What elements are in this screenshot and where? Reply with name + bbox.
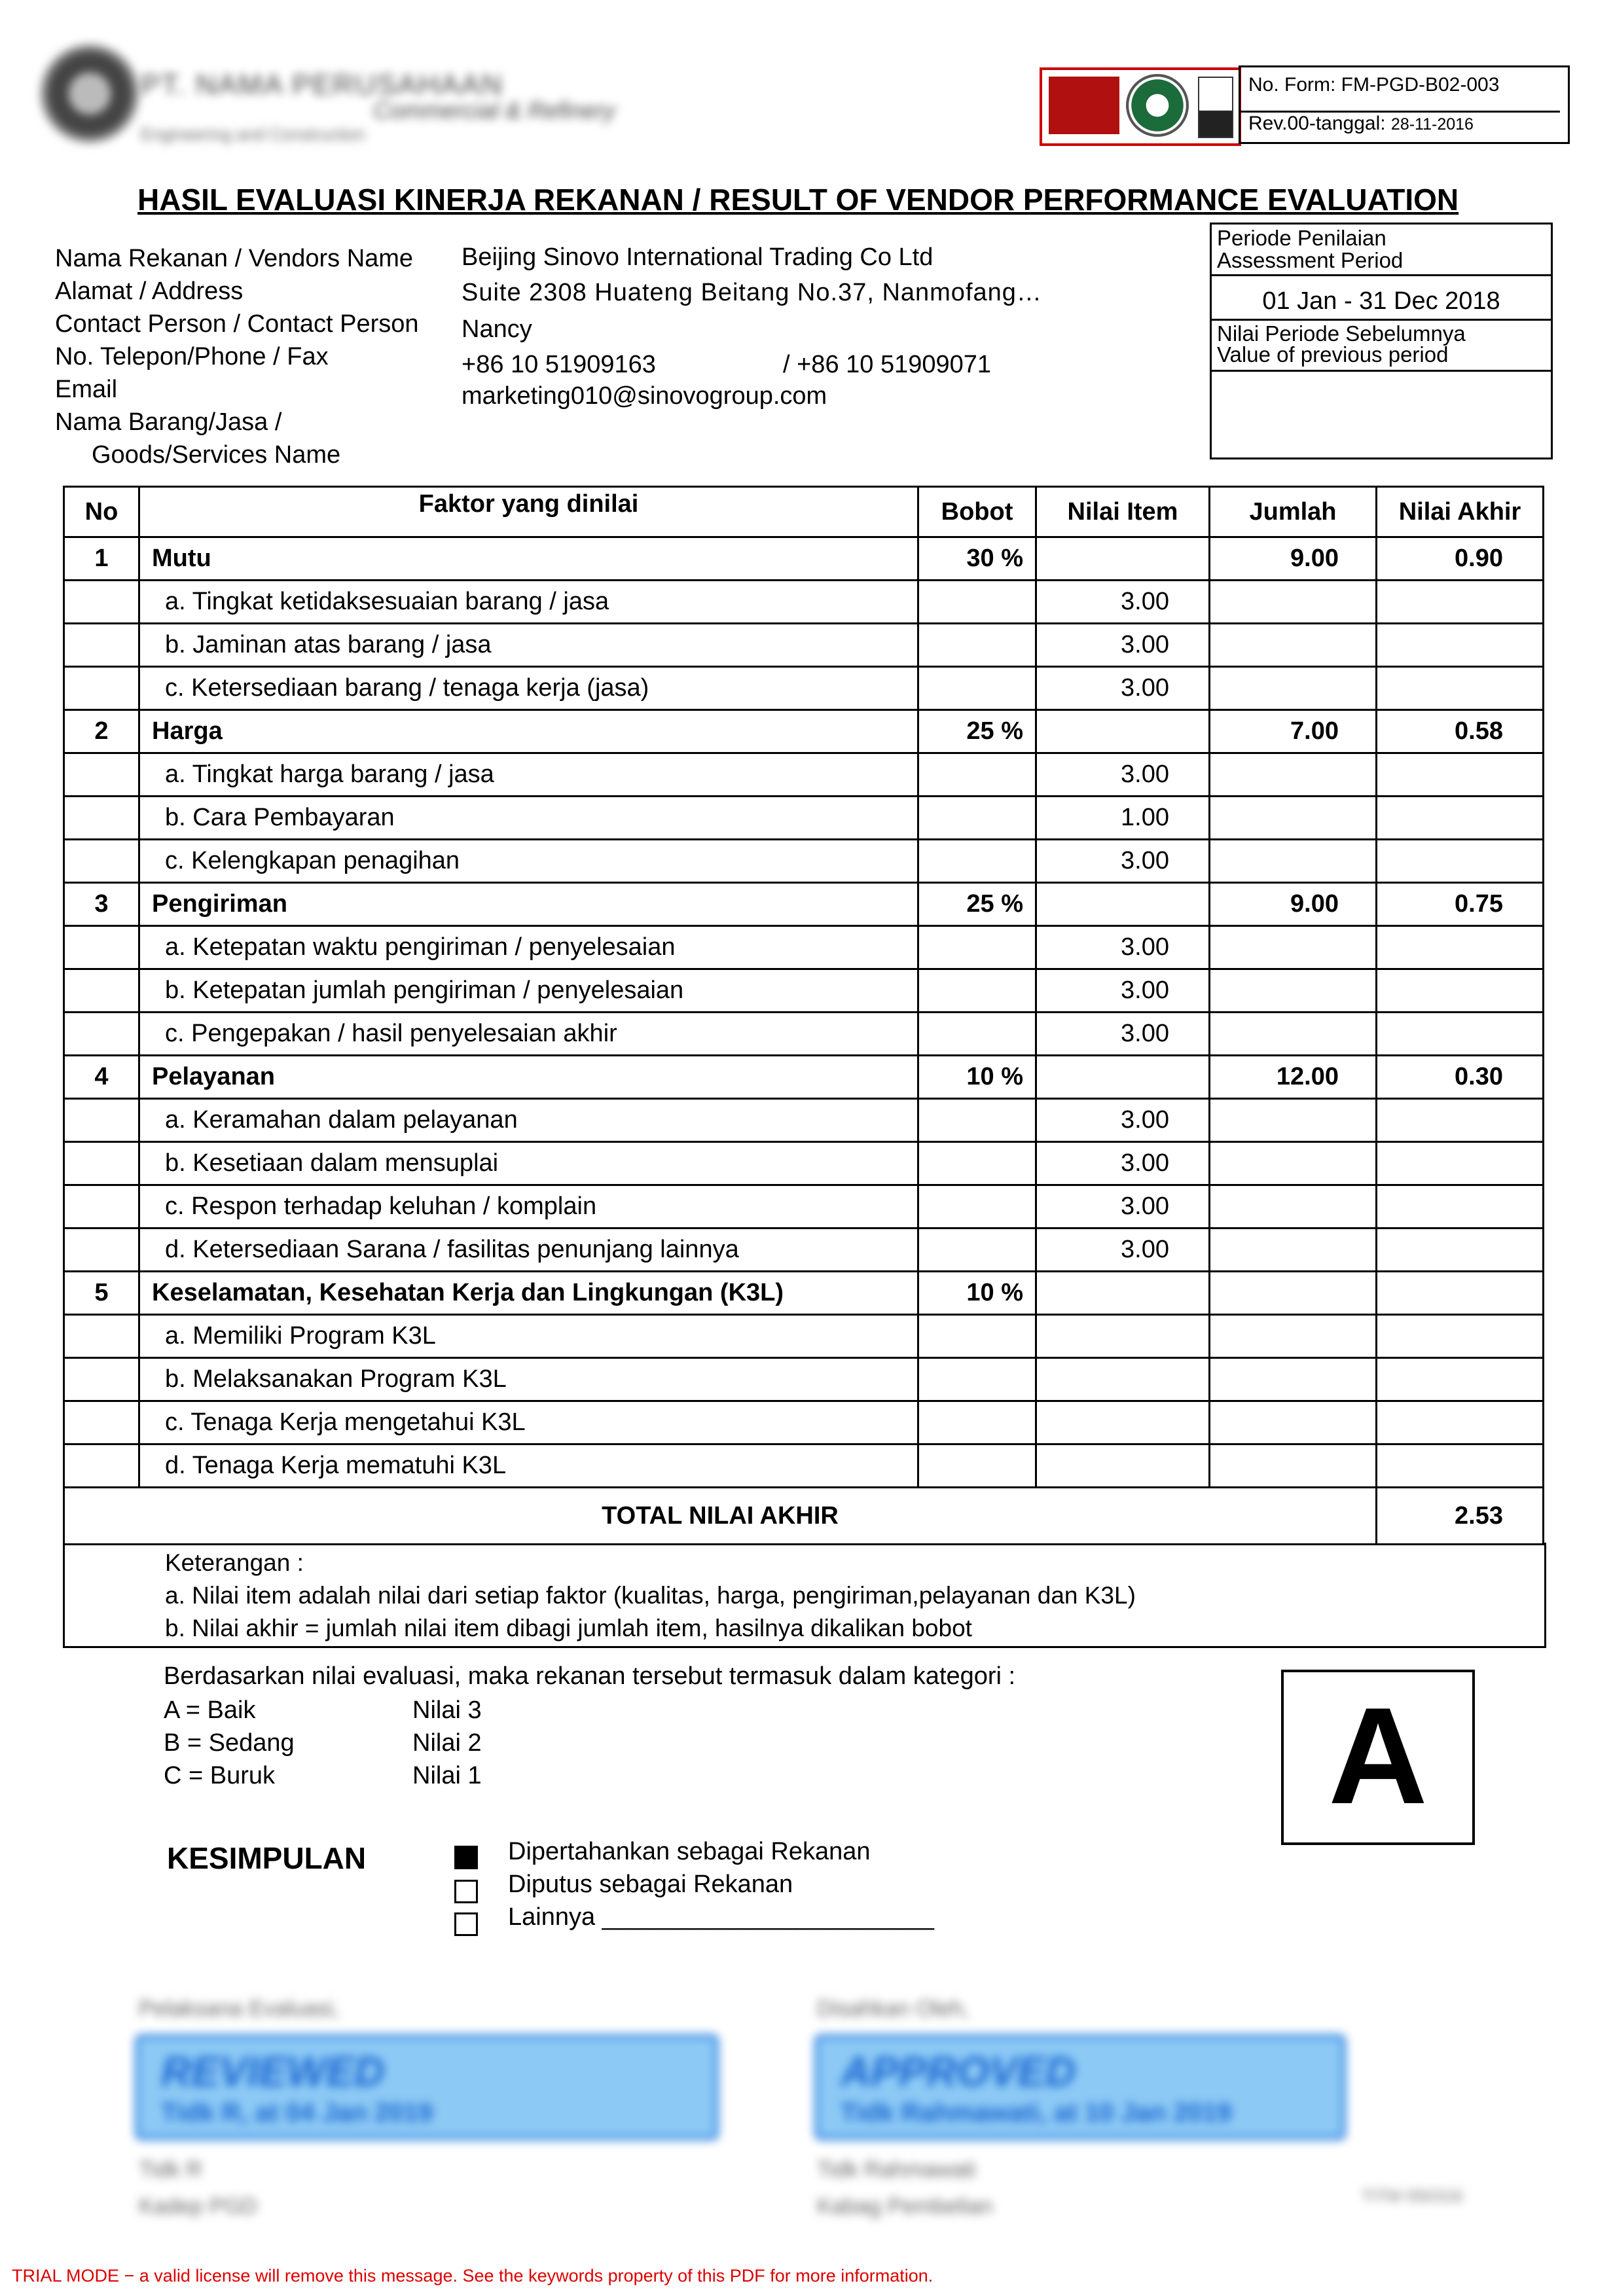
cell-nilai-item bbox=[1036, 1401, 1210, 1444]
cell-jumlah bbox=[1210, 840, 1377, 883]
cell-no bbox=[64, 667, 139, 710]
goods-label-2: Goods/Services Name bbox=[92, 441, 341, 469]
conclusion-title: KESIMPULAN bbox=[167, 1841, 367, 1875]
cell-nilai-akhir: 0.90 bbox=[1377, 537, 1544, 581]
cell-no bbox=[64, 753, 139, 797]
table-row bbox=[64, 926, 1544, 969]
cell-factor: Pelayanan bbox=[139, 1056, 918, 1099]
cell-nilai-akhir bbox=[1377, 1185, 1544, 1229]
cell-nilai-item: 3.00 bbox=[1036, 1229, 1210, 1272]
cell-factor: a. Tingkat ketidaksesuaian barang / jasa bbox=[139, 581, 918, 624]
cell-factor: Harga bbox=[139, 710, 918, 753]
cell-jumlah bbox=[1210, 1358, 1377, 1401]
cell-no bbox=[64, 969, 139, 1013]
logo-line1: PT. NAMA PERUSAHAAN bbox=[141, 69, 503, 101]
cell-no: 1 bbox=[64, 537, 139, 581]
table-row bbox=[64, 1315, 1544, 1358]
cell-factor: a. Tingkat harga barang / jasa bbox=[139, 753, 918, 797]
cell-nilai-akhir bbox=[1377, 753, 1544, 797]
cell-jumlah: 9.00 bbox=[1210, 883, 1377, 926]
cell-jumlah bbox=[1210, 1444, 1377, 1488]
total-label: TOTAL NILAI AKHIR bbox=[64, 1488, 1377, 1545]
cell-bobot bbox=[918, 1444, 1036, 1488]
cell-nilai-item: 3.00 bbox=[1036, 840, 1210, 883]
cell-nilai-item bbox=[1036, 1272, 1210, 1315]
reviewed-stamp: REVIEWED Tidk R, at 04 Jan 2019 bbox=[135, 2034, 719, 2140]
assessment-period-box bbox=[1210, 223, 1553, 459]
cell-bobot bbox=[918, 581, 1036, 624]
cell-bobot: 25 % bbox=[918, 883, 1036, 926]
table-row bbox=[64, 969, 1544, 1013]
cell-jumlah bbox=[1210, 1315, 1377, 1358]
table-row bbox=[64, 797, 1544, 840]
ukas-icon bbox=[1198, 77, 1233, 138]
cell-bobot bbox=[918, 1358, 1036, 1401]
cell-no: 4 bbox=[64, 1056, 139, 1099]
cell-nilai-item: 3.00 bbox=[1036, 969, 1210, 1013]
cell-no bbox=[64, 1444, 139, 1488]
cell-jumlah: 7.00 bbox=[1210, 710, 1377, 753]
cell-factor: a. Keramahan dalam pelayanan bbox=[139, 1099, 918, 1142]
cell-jumlah bbox=[1210, 1142, 1377, 1185]
cell-bobot bbox=[918, 753, 1036, 797]
vendor-address: Suite 2308 Huateng Beitang No.37, Nanmofang… bbox=[462, 279, 1042, 306]
cell-nilai-akhir bbox=[1377, 840, 1544, 883]
criteria-row bbox=[64, 883, 1544, 926]
evaluator-title: Kadep PGD bbox=[139, 2194, 258, 2219]
cell-nilai-akhir bbox=[1377, 1099, 1544, 1142]
cell-bobot bbox=[918, 1142, 1036, 1185]
table-row bbox=[64, 1099, 1544, 1142]
col-header-no: No bbox=[64, 487, 139, 537]
period-label-1: Periode Penilaian bbox=[1217, 226, 1386, 250]
cell-jumlah bbox=[1210, 1229, 1377, 1272]
col-header-nilai-item: Nilai Item bbox=[1036, 487, 1210, 537]
table-row bbox=[64, 1013, 1544, 1056]
cell-bobot bbox=[918, 840, 1036, 883]
notes-title: Keterangan : bbox=[165, 1549, 304, 1576]
grade-box: A bbox=[1281, 1670, 1475, 1845]
cell-jumlah bbox=[1210, 667, 1377, 710]
cell-nilai-akhir bbox=[1377, 1142, 1544, 1185]
category-c-label: C = Buruk bbox=[164, 1762, 276, 1789]
cell-bobot bbox=[918, 797, 1036, 840]
cell-jumlah bbox=[1210, 1099, 1377, 1142]
vendor-name: Beijing Sinovo International Trading Co Ltd bbox=[462, 243, 933, 271]
cell-bobot bbox=[918, 1401, 1036, 1444]
period-label-2: Assessment Period bbox=[1217, 248, 1404, 272]
cell-bobot bbox=[918, 1099, 1036, 1142]
cell-nilai-item bbox=[1036, 710, 1210, 753]
cell-nilai-akhir: 0.30 bbox=[1377, 1056, 1544, 1099]
cell-factor: d. Tenaga Kerja mematuhi K3L bbox=[139, 1444, 918, 1488]
criteria-row bbox=[64, 1056, 1544, 1099]
checkbox-retain[interactable] bbox=[454, 1846, 478, 1869]
table-header-row bbox=[64, 487, 1544, 537]
phone-label: No. Telepon/Phone / Fax bbox=[55, 343, 329, 370]
category-b-label: B = Sedang bbox=[164, 1729, 295, 1757]
col-header-bobot: Bobot bbox=[918, 487, 1036, 537]
cell-nilai-akhir bbox=[1377, 1358, 1544, 1401]
cell-jumlah bbox=[1210, 1401, 1377, 1444]
cell-nilai-akhir: 0.75 bbox=[1377, 883, 1544, 926]
cell-jumlah bbox=[1210, 753, 1377, 797]
table-row bbox=[64, 840, 1544, 883]
trial-mode-footer: TRIAL MODE − a valid license will remove this message. See the keywords property of this PDF for more information. bbox=[12, 2266, 933, 2286]
category-a-label: A = Baik bbox=[164, 1696, 256, 1724]
table-row bbox=[64, 667, 1544, 710]
cell-nilai-item: 3.00 bbox=[1036, 1099, 1210, 1142]
email-label: Email bbox=[55, 376, 118, 403]
cell-nilai-akhir bbox=[1377, 667, 1544, 710]
cell-no bbox=[64, 624, 139, 667]
option-other: Lainnya ________________________ bbox=[508, 1903, 934, 1931]
cell-nilai-item: 3.00 bbox=[1036, 581, 1210, 624]
total-value: 2.53 bbox=[1377, 1488, 1544, 1545]
criteria-row bbox=[64, 710, 1544, 753]
category-c-value: Nilai 1 bbox=[412, 1762, 482, 1789]
cell-jumlah bbox=[1210, 797, 1377, 840]
cell-no bbox=[64, 1315, 139, 1358]
cell-nilai-akhir bbox=[1377, 1272, 1544, 1315]
cell-jumlah bbox=[1210, 1272, 1377, 1315]
cell-nilai-item: 3.00 bbox=[1036, 926, 1210, 969]
category-b-value: Nilai 2 bbox=[412, 1729, 482, 1757]
cell-nilai-item bbox=[1036, 1358, 1210, 1401]
table-body bbox=[64, 537, 1544, 1488]
goods-label-1: Nama Barang/Jasa / bbox=[55, 408, 282, 436]
cell-no bbox=[64, 840, 139, 883]
option-terminate: Diputus sebagai Rekanan bbox=[508, 1871, 793, 1898]
cell-nilai-item: 3.00 bbox=[1036, 1185, 1210, 1229]
col-header-nilai-akhir: Nilai Akhir bbox=[1377, 487, 1544, 537]
cell-bobot bbox=[918, 1185, 1036, 1229]
cell-nilai-akhir bbox=[1377, 1401, 1544, 1444]
category-intro: Berdasarkan nilai evaluasi, maka rekanan tersebut termasuk dalam kategori : bbox=[164, 1662, 1016, 1690]
category-a-value: Nilai 3 bbox=[412, 1696, 482, 1724]
cell-bobot: 25 % bbox=[918, 710, 1036, 753]
cell-nilai-akhir bbox=[1377, 1229, 1544, 1272]
table-row bbox=[64, 1185, 1544, 1229]
phone-number: +86 10 51909163 bbox=[462, 351, 656, 378]
notes-box bbox=[63, 1543, 1546, 1648]
cell-nilai-item bbox=[1036, 1444, 1210, 1488]
cell-factor: d. Ketersediaan Sarana / fasilitas penunjang lainnya bbox=[139, 1229, 918, 1272]
table-row bbox=[64, 624, 1544, 667]
cell-no bbox=[64, 1185, 139, 1229]
criteria-row bbox=[64, 1272, 1544, 1315]
cell-nilai-akhir bbox=[1377, 1013, 1544, 1056]
approved-stamp: APPROVED Tidk Rahmawati, at 10 Jan 2019 bbox=[814, 2034, 1346, 2140]
cell-no bbox=[64, 1358, 139, 1401]
table-row bbox=[64, 1229, 1544, 1272]
revision: Rev.00-tanggal: 28-11-2016 bbox=[1241, 111, 1560, 135]
cell-nilai-akhir bbox=[1377, 1315, 1544, 1358]
address-label: Alamat / Address bbox=[55, 278, 244, 305]
certification-logos bbox=[1040, 67, 1241, 146]
prev-period-label-1: Nilai Periode Sebelumnya bbox=[1217, 321, 1466, 346]
cell-bobot bbox=[918, 969, 1036, 1013]
cell-factor: c. Pengepakan / hasil penyelesaian akhir bbox=[139, 1013, 918, 1056]
cell-nilai-akhir bbox=[1377, 969, 1544, 1013]
bureau-veritas-seal-icon bbox=[1126, 74, 1189, 137]
cell-factor: a. Ketepatan waktu pengiriman / penyelesaian bbox=[139, 926, 918, 969]
table-row bbox=[64, 753, 1544, 797]
page-title: HASIL EVALUASI KINERJA REKANAN / RESULT OF VENDOR PERFORMANCE EVALUATION bbox=[137, 183, 1459, 217]
cell-nilai-item bbox=[1036, 1315, 1210, 1358]
cell-factor: c. Tenaga Kerja mengetahui K3L bbox=[139, 1401, 918, 1444]
approver-name: Tidk Rahmawati bbox=[817, 2157, 976, 2182]
col-header-jumlah: Jumlah bbox=[1210, 487, 1377, 537]
note-b: b. Nilai akhir = jumlah nilai item dibagi jumlah item, hasilnya dikalikan bobot bbox=[165, 1615, 972, 1641]
vendor-name-label: Nama Rekanan / Vendors Name bbox=[55, 245, 414, 272]
cell-bobot: 10 % bbox=[918, 1056, 1036, 1099]
cell-bobot: 10 % bbox=[918, 1272, 1036, 1315]
checkbox-other[interactable] bbox=[454, 1912, 478, 1936]
cell-nilai-akhir: 0.58 bbox=[1377, 710, 1544, 753]
cell-bobot bbox=[918, 1315, 1036, 1358]
cell-nilai-item: 3.00 bbox=[1036, 624, 1210, 667]
cell-jumlah bbox=[1210, 926, 1377, 969]
document-code: TITM 050316 bbox=[1362, 2186, 1463, 2206]
contact-person: Nancy bbox=[462, 315, 532, 343]
cell-nilai-akhir bbox=[1377, 1444, 1544, 1488]
cell-nilai-akhir bbox=[1377, 581, 1544, 624]
table-row bbox=[64, 1401, 1544, 1444]
cell-jumlah: 12.00 bbox=[1210, 1056, 1377, 1099]
iso-cert-icon bbox=[1049, 77, 1119, 134]
cell-nilai-akhir bbox=[1377, 624, 1544, 667]
cell-bobot bbox=[918, 624, 1036, 667]
cell-factor: b. Ketepatan jumlah pengiriman / penyelesaian bbox=[139, 969, 918, 1013]
checkbox-terminate[interactable] bbox=[454, 1880, 478, 1903]
cell-jumlah bbox=[1210, 581, 1377, 624]
cell-factor: c. Respon terhadap keluhan / komplain bbox=[139, 1185, 918, 1229]
table-row bbox=[64, 1444, 1544, 1488]
vendor-email: marketing010@sinovogroup.com bbox=[462, 382, 827, 410]
cell-nilai-akhir bbox=[1377, 797, 1544, 840]
cell-factor: b. Jaminan atas barang / jasa bbox=[139, 624, 918, 667]
table-row bbox=[64, 1358, 1544, 1401]
cell-jumlah bbox=[1210, 624, 1377, 667]
evaluator-label: Pelaksana Evaluasi, bbox=[139, 1996, 340, 2021]
form-number-box bbox=[1239, 65, 1570, 144]
prev-period-label-2: Value of previous period bbox=[1217, 342, 1449, 367]
cell-no bbox=[64, 581, 139, 624]
total-row bbox=[64, 1488, 1544, 1545]
cell-factor: c. Kelengkapan penagihan bbox=[139, 840, 918, 883]
logo-line3: Commercial & Refinery bbox=[373, 97, 616, 124]
cell-nilai-item: 3.00 bbox=[1036, 667, 1210, 710]
cell-jumlah bbox=[1210, 1185, 1377, 1229]
cell-no bbox=[64, 926, 139, 969]
cell-factor: c. Ketersediaan barang / tenaga kerja (jasa) bbox=[139, 667, 918, 710]
cell-nilai-item: 1.00 bbox=[1036, 797, 1210, 840]
cell-bobot: 30 % bbox=[918, 537, 1036, 581]
cell-factor: Pengiriman bbox=[139, 883, 918, 926]
cell-no bbox=[64, 1401, 139, 1444]
form-no: No. Form: FM-PGD-B02-003 bbox=[1248, 74, 1500, 96]
cell-nilai-item: 3.00 bbox=[1036, 1142, 1210, 1185]
evaluation-table bbox=[63, 486, 1544, 1545]
table-row bbox=[64, 581, 1544, 624]
cell-nilai-item bbox=[1036, 883, 1210, 926]
cell-factor: Mutu bbox=[139, 537, 918, 581]
cell-no bbox=[64, 797, 139, 840]
note-a: a. Nilai item adalah nilai dari setiap faktor (kualitas, harga, pengiriman,pelayanan dan K3L) bbox=[165, 1582, 1136, 1609]
cell-jumlah bbox=[1210, 969, 1377, 1013]
period-value: 01 Jan - 31 Dec 2018 bbox=[1262, 287, 1500, 315]
cell-bobot bbox=[918, 1229, 1036, 1272]
fax-number: / +86 10 51909071 bbox=[783, 351, 992, 378]
cell-jumlah bbox=[1210, 1013, 1377, 1056]
cell-factor: b. Melaksanakan Program K3L bbox=[139, 1358, 918, 1401]
cell-nilai-item: 3.00 bbox=[1036, 1013, 1210, 1056]
cell-no bbox=[64, 1142, 139, 1185]
cell-nilai-akhir bbox=[1377, 926, 1544, 969]
approver-label: Disahkan Oleh, bbox=[817, 1996, 970, 2021]
cell-nilai-item bbox=[1036, 1056, 1210, 1099]
cell-factor: Keselamatan, Kesehatan Kerja dan Lingkungan (K3L) bbox=[139, 1272, 918, 1315]
cell-no bbox=[64, 1013, 139, 1056]
option-retain: Dipertahankan sebagai Rekanan bbox=[508, 1838, 871, 1865]
cell-jumlah: 9.00 bbox=[1210, 537, 1377, 581]
logo-line2: Engineering and Construction bbox=[141, 124, 365, 144]
cell-no: 5 bbox=[64, 1272, 139, 1315]
col-header-factor: Faktor yang dinilai bbox=[139, 487, 918, 537]
cell-bobot bbox=[918, 667, 1036, 710]
cell-no bbox=[64, 1229, 139, 1272]
cell-bobot bbox=[918, 1013, 1036, 1056]
cell-factor: b. Cara Pembayaran bbox=[139, 797, 918, 840]
evaluator-name: Tidk R bbox=[139, 2157, 202, 2182]
criteria-row bbox=[64, 537, 1544, 581]
company-logo bbox=[41, 45, 139, 143]
table-row bbox=[64, 1142, 1544, 1185]
cell-factor: b. Kesetiaan dalam mensuplai bbox=[139, 1142, 918, 1185]
cell-nilai-item bbox=[1036, 537, 1210, 581]
cell-bobot bbox=[918, 926, 1036, 969]
cell-no: 3 bbox=[64, 883, 139, 926]
approver-title: Kabag Pembelian bbox=[817, 2194, 993, 2219]
cell-no: 2 bbox=[64, 710, 139, 753]
contact-label: Contact Person / Contact Person bbox=[55, 310, 419, 338]
cell-factor: a. Memiliki Program K3L bbox=[139, 1315, 918, 1358]
cell-no bbox=[64, 1099, 139, 1142]
cell-nilai-item: 3.00 bbox=[1036, 753, 1210, 797]
